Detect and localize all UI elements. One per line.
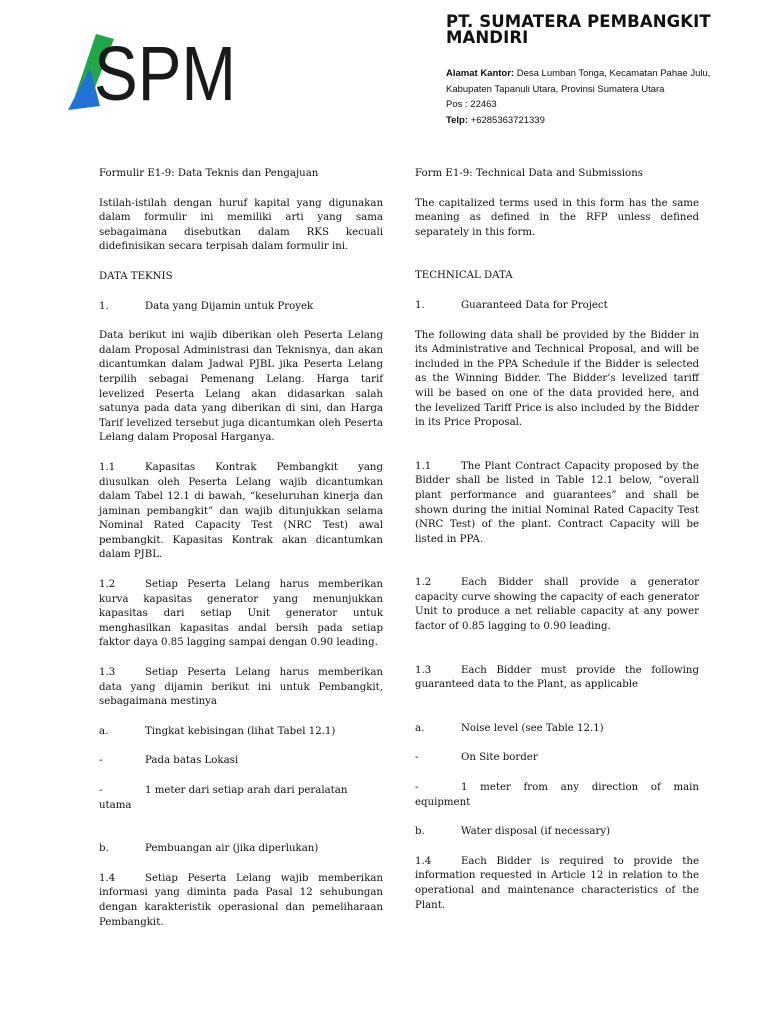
paragraph-1-4	[99, 872, 383, 930]
list-item-dash-1	[415, 751, 699, 766]
subsection-number: 1.	[415, 299, 425, 311]
paragraph-number: 1.1	[415, 460, 432, 472]
list-item-b	[99, 842, 383, 857]
address-line-1	[446, 66, 766, 82]
intro-paragraph: The capitalized terms used in this form has the same meaning as defined in the RFP unless defined separately in this form.	[415, 197, 699, 238]
paragraph-number: 1.3	[99, 667, 116, 679]
paragraph-1: Data berikut ini wajib diberikan oleh Peserta Lelang dalam Proposal Administrasi dan Teknisnya, dan akan dicantumkan dalam Jadwal PJBL jika Peserta Lelang terpilih sebagai Pemenang Lelang. Harga tarif levelized Peserta Lelang akan didasarkan salah satunya pada data yang diberikan di sini, dan Harga Tarif levelized tersebut juga dicantumkan oleh Peserta Lelang dalam Proposal Harganya.	[99, 330, 383, 444]
logo-text: SPM	[94, 31, 236, 112]
phone-line	[446, 113, 766, 129]
paragraph-1-2	[415, 576, 699, 634]
english-column	[415, 167, 699, 913]
paragraph-text: The Plant Contract Capacity proposed by the Bidder shall be listed in Table 12.1 below, “overall plant performance and guarantees” and shall be shown during the initial Nominal Rated Capacity Test (NRC Test) of the plant. Contract Capacity will be listed in PPA.	[415, 460, 699, 545]
postal-code: Pos : 22463	[446, 99, 497, 110]
paragraph-1-3	[99, 666, 383, 710]
list-marker: b.	[99, 843, 109, 855]
paragraph-number: 1.4	[415, 855, 432, 867]
paragraph-text: Each Bidder must provide the following guaranteed data to the Plant, as applicable	[415, 664, 699, 691]
subsection-title: Guaranteed Data for Project	[461, 299, 608, 311]
list-text: On Site border	[461, 752, 538, 764]
subsection-heading	[415, 299, 699, 314]
company-logo	[68, 30, 248, 112]
form-title: Formulir E1-9: Data Teknis dan Pengajuan	[99, 168, 319, 179]
company-address	[446, 66, 766, 128]
paragraph-number: 1.1	[99, 461, 116, 473]
list-text: Noise level (see Table 12.1)	[461, 722, 604, 734]
paragraph-1-3	[415, 664, 699, 693]
subsection-title: Data yang Dijamin untuk Proyek	[145, 300, 314, 312]
phone-number: +6285363721339	[470, 114, 545, 126]
paragraph-text: Each Bidder is required to provide the information requested in Article 12 in relation to the operational and maintenance characteristics of the Plant.	[415, 855, 699, 911]
address-label: Alamat Kantor:	[446, 68, 515, 79]
list-marker: -	[99, 755, 103, 767]
paragraph-number: 1.3	[415, 664, 432, 676]
form-title: Form E1-9: Technical Data and Submissions	[415, 168, 643, 179]
list-marker: -	[415, 752, 419, 764]
paragraph-1-1	[415, 460, 699, 548]
list-marker: b.	[415, 826, 425, 838]
paragraph-number: 1.2	[99, 579, 116, 591]
list-text: Tingkat kebisingan (lihat Tabel 12.1)	[145, 725, 336, 737]
paragraph-text: Setiap Peserta Lelang wajib memberikan informasi yang diminta pada Pasal 12 sehubungan dengan karakteristik operasional dan pemeliharaan Pembangkit.	[99, 872, 383, 928]
list-text: 1 meter from any direction of main equipment	[415, 782, 699, 808]
paragraph-text: Setiap Peserta Lelang harus memberikan data yang dijamin berikut ini untuk Pembangkit, sebagaimana mestinya	[99, 667, 383, 708]
list-item-a	[99, 725, 383, 740]
address-line-2: Kabupaten Tapanuli Utara, Provinsi Sumatera Utara	[446, 83, 665, 95]
section-heading: DATA TEKNIS	[99, 270, 173, 282]
subsection-heading	[99, 300, 383, 315]
list-text: Water disposal (if necessary)	[461, 826, 611, 838]
intro-paragraph: Istilah-istilah dengan huruf kapital yang digunakan dalam formulir ini memiliki arti yang sama sebagaimana disebutkan dalam RKS kecuali didefinisikan secara terpisah dalam formulir ini.	[99, 197, 383, 253]
paragraph-text: Each Bidder shall provide a generator capacity curve showing the capacity of each generator Unit to produce a net reliable capacity at any power factor of 0.85 lagging to 0.90 leading.	[415, 577, 699, 633]
list-marker: -	[99, 785, 103, 796]
list-item-a	[415, 722, 699, 737]
paragraph-text: Kapasitas Kontrak Pembangkit yang diusulkan oleh Peserta Lelang wajib dicantumkan dalam Tabel 12.1 di bawah, “keseluruhan kinerja dan jaminan pembangkit” dan wajib ditunjukkan selama Nominal Rated Capacity Test (NRC Test) awal pembangkit. Kapasitas Kontrak akan dicantumkan dalam PJBL.	[99, 461, 383, 561]
phone-label: Telp:	[446, 114, 468, 126]
paragraph-1-1	[99, 461, 383, 563]
address-text-1: Desa Lumban Tonga, Kecamatan Pahae Julu,	[516, 68, 711, 79]
list-item-dash-1	[99, 754, 383, 769]
section-heading: TECHNICAL DATA	[415, 270, 513, 282]
indonesian-column	[99, 167, 383, 930]
list-item-dash-2	[99, 784, 383, 813]
list-marker: a.	[415, 722, 425, 734]
paragraph-number: 1.2	[415, 577, 432, 589]
list-marker: -	[415, 782, 419, 794]
paragraph-1-2	[99, 578, 383, 651]
paragraph-1-4	[415, 855, 699, 913]
subsection-number: 1.	[99, 300, 109, 312]
company-name: PT. SUMATERA PEMBANGKIT MANDIRI	[446, 12, 711, 47]
list-marker: a.	[99, 725, 109, 737]
list-text: Pembuangan air (jika diperlukan)	[145, 843, 319, 855]
list-item-dash-2	[415, 781, 699, 810]
paragraph-number: 1.4	[99, 872, 116, 884]
paragraph-text: Setiap Peserta Lelang harus memberikan kurva kapasitas generator yang menunjukkan kapasitas dari setiap Unit generator untuk menghasilkan kapasitas andal bersih pada setiap faktor daya 0.85 lagging sampai dengan 0.90 leading.	[99, 579, 383, 649]
list-text: Pada batas Lokasi	[145, 755, 239, 767]
paragraph-1: The following data shall be provided by the Bidder in its Administrative and Technical Proposal, and will be included in the PPA Schedule if the Bidder is selected as the Winning Bidder. The Bidder’s levelized tariff will be based on one of the data provided here, and the levelized Tariff Price is also included by the Bidder in its Price Proposal.	[415, 329, 699, 429]
list-item-b	[415, 825, 699, 840]
list-text: 1 meter dari setiap arah dari peralatan utama	[99, 785, 348, 811]
